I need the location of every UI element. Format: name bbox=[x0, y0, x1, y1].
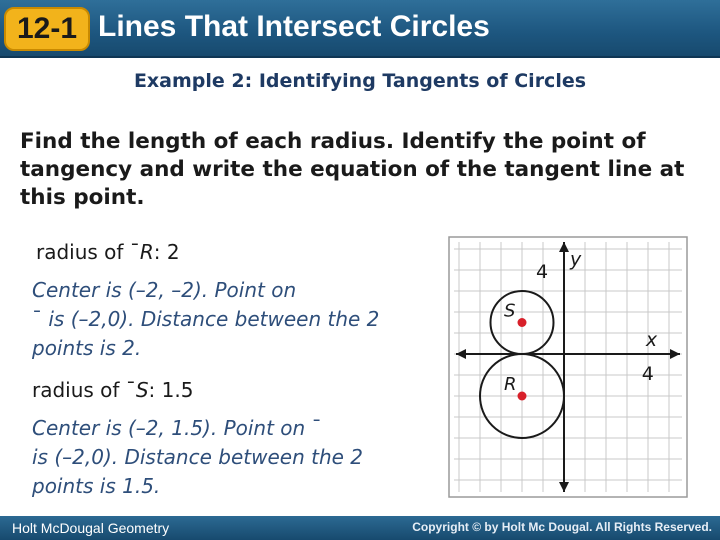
circle-symbol-icon: ˉ bbox=[125, 378, 136, 402]
radius-s-prefix: radius of bbox=[32, 378, 126, 402]
circle-symbol-icon: ˉ bbox=[311, 416, 322, 440]
y-tick-label: 4 bbox=[536, 261, 549, 283]
radius-s-explanation-1: Center is (–2, 1.5). Point on bbox=[32, 416, 306, 440]
lesson-badge: 12-1 bbox=[4, 7, 90, 51]
radius-s-line bbox=[32, 378, 193, 402]
slide-footer bbox=[0, 516, 720, 540]
radius-r-prefix: radius of bbox=[36, 240, 130, 264]
center-point-s bbox=[518, 318, 527, 327]
radius-s-value: : 1.5 bbox=[148, 378, 194, 402]
circle-symbol-icon: ˉ bbox=[32, 307, 42, 331]
x-tick-label: 4 bbox=[641, 363, 654, 385]
radius-r-circle: R bbox=[139, 240, 154, 264]
example-title: Example 2: Identifying Tangents of Circles bbox=[133, 70, 587, 92]
slide-header bbox=[0, 0, 720, 58]
lesson-title: Lines That Intersect Circles bbox=[98, 10, 490, 43]
task-text: Find the length of each radius. Identify the point of tangency and write the equation of the tangent line at this point. bbox=[20, 129, 685, 210]
radius-r-explanation-1: Center is (–2, –2). Point on bbox=[32, 278, 297, 302]
y-axis-label: y bbox=[570, 248, 582, 271]
circle-symbol-icon: ˉ bbox=[129, 240, 140, 264]
center-s-label: S bbox=[504, 300, 516, 322]
radius-r-line bbox=[36, 240, 180, 264]
copyright-label: Copyright © by Holt Mc Dougal. All Rights Reserved. bbox=[412, 520, 712, 534]
radius-s-explanation bbox=[32, 414, 422, 501]
radius-s-explanation-2: is (–2,0). Distance between the 2 points is 1.5. bbox=[32, 445, 364, 498]
radius-r-explanation bbox=[32, 276, 382, 363]
radius-r-explanation-2: is (–2,0). Distance between the 2 points is 2. bbox=[32, 307, 380, 360]
center-point-r bbox=[518, 392, 527, 401]
x-axis-label: x bbox=[645, 329, 658, 351]
radius-r-value: : 2 bbox=[153, 240, 180, 264]
publisher-label: Holt McDougal Geometry bbox=[12, 520, 170, 536]
center-r-label: R bbox=[504, 374, 517, 395]
coordinate-graph bbox=[448, 236, 688, 498]
radius-s-circle: S bbox=[135, 378, 149, 402]
